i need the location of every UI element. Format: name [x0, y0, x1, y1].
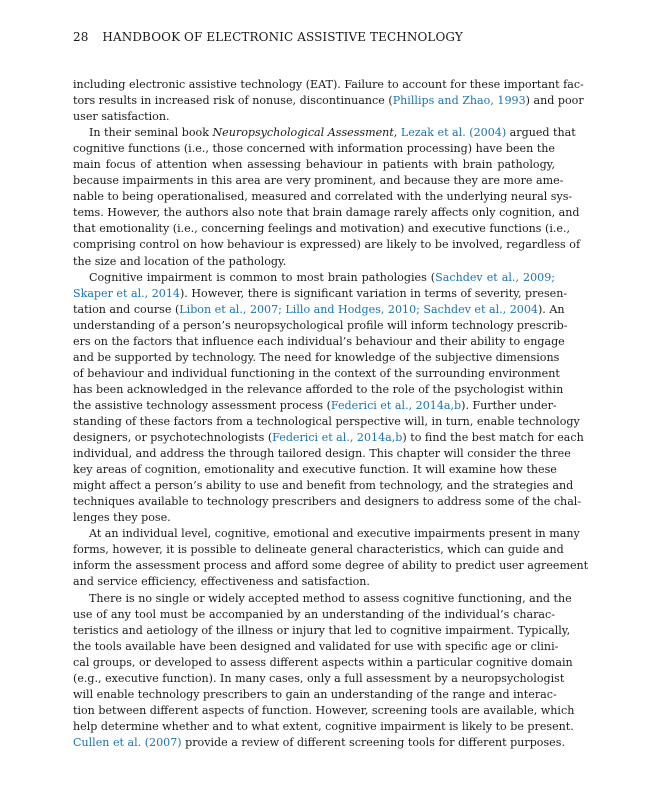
citation-link[interactable]: Federici et al., 2014a,b [330, 398, 462, 412]
text-line [73, 173, 564, 189]
text-run: ers on the factors that influence each individual’s behaviour and their ability to engage [73, 334, 565, 348]
text-line [73, 205, 580, 221]
text-run: ) and poor [525, 94, 584, 108]
text-line [73, 607, 555, 623]
text-run: the assistive technology assessment process ( [73, 398, 331, 412]
text-line [73, 510, 555, 526]
text-line [73, 703, 575, 719]
text-line [73, 157, 555, 173]
text-run: of behaviour and individual functioning in the context of the surrounding environment [73, 366, 560, 380]
citation-link[interactable]: Skaper et al., 2014 [73, 286, 180, 300]
text-line [73, 719, 574, 735]
text-line [73, 350, 560, 366]
text-line [73, 591, 572, 607]
text-run: understanding of a person’s neuropsychological profile will inform technology prescrib- [73, 318, 568, 332]
text-run: tors results in increased risk of nonuse, discontinuance ( [73, 94, 393, 108]
text-line [73, 366, 560, 382]
text-run: Cognitive impairment is common to most brain pathologies ( [89, 270, 436, 284]
text-run: At an individual level, cognitive, emotional and executive impairments present in many [89, 527, 580, 541]
text-run: has been acknowledged in the relevance afforded to the role of the psychologist within [73, 382, 564, 396]
text-run: user satisfaction. [73, 110, 170, 124]
text-run: help determine whether and to what extent, cognitive impairment is likely to be present. [73, 719, 574, 733]
text-run: ) to find the best match for each [402, 431, 584, 445]
text-line [73, 270, 555, 286]
text-line [73, 189, 573, 205]
text-run: inform the assessment process and afford some degree of ability to predict user agreement [73, 559, 589, 573]
text-line [73, 125, 576, 141]
text-line [73, 254, 555, 270]
text-line [73, 494, 582, 510]
text-run: tems. However, the authors also note that brain damage rarely affects only cognition, and [73, 206, 580, 220]
text-run: ). An [537, 302, 565, 316]
citation-link[interactable]: Sachdev et al., 2009; [435, 270, 555, 284]
text-run: will enable technology prescribers to gain an understanding of the range and interac- [73, 687, 557, 701]
book-title: HANDBOOK OF ELECTRONIC ASSISTIVE TECHNOLOGY [102, 30, 463, 44]
text-line [73, 286, 568, 302]
text-line [73, 430, 584, 446]
text-run: because impairments in this area are very prominent, and because they are more ame- [73, 174, 564, 188]
text-line [73, 382, 564, 398]
text-line [73, 221, 571, 237]
text-line [73, 398, 555, 414]
text-run: There is no single or widely accepted method to assess cognitive functioning, and the [89, 591, 572, 605]
page-number: 28 [73, 30, 89, 44]
citation-link[interactable]: Libon et al., 2007; Lillo and Hodges, 2010; Sachdev et al., 2004 [179, 302, 538, 316]
text-run: (e.g., executive function). In many cases, only a full assessment by a neuropsychologist [73, 671, 565, 685]
text-line [73, 639, 559, 655]
text-run: use of any tool must be accompanied by an understanding of the individual’s charac- [73, 607, 555, 621]
text-line [73, 109, 555, 125]
text-line [73, 735, 565, 751]
text-run: individual, and address the through tailored design. This chapter will consider the three [73, 447, 571, 461]
text-line [73, 414, 580, 430]
text-line [73, 623, 571, 639]
text-line [73, 302, 565, 318]
citation-link[interactable]: Cullen et al. (2007) [73, 735, 182, 749]
text-run: the tools available have been designed and validated for use with specific age or clini- [73, 639, 559, 653]
text-run: comprising control on how behaviour is expressed) are likely to be involved, regardless of [73, 238, 581, 252]
body-text [73, 77, 589, 751]
text-run: and service efficiency, effectiveness and satisfaction. [73, 575, 370, 589]
text-line [73, 687, 555, 703]
citation-link[interactable]: Federici et al., 2014a,b [272, 431, 403, 445]
text-line [73, 334, 565, 350]
text-line [73, 462, 555, 478]
text-run: cal groups, or developed to assess different aspects within a particular cognitive domain [73, 655, 573, 669]
text-line [73, 542, 564, 558]
text-run: lenges they pose. [73, 511, 171, 525]
text-line [73, 655, 573, 671]
text-line [73, 237, 581, 253]
text-line [73, 318, 568, 334]
text-run: ). Further under- [461, 398, 557, 412]
text-run: tion between different aspects of function. However, screening tools are available, which [73, 703, 575, 717]
text-run: that emotionality (i.e., concerning feelings and motivation) and executive functions (i.e., [73, 222, 571, 236]
text-line [73, 446, 571, 462]
text-run: forms, however, it is possible to delineate general characteristics, which can guide and [73, 543, 564, 557]
text-run: , [393, 126, 401, 140]
text-line [73, 574, 555, 590]
text-run: In their seminal book [89, 126, 213, 140]
text-line [73, 93, 584, 109]
citation-link[interactable]: Lezak et al. (2004) [400, 126, 507, 140]
text-run: main focus of attention when assessing behaviour in patients with brain pathology, [73, 158, 555, 172]
text-run: provide a review of different screening tools for different purposes. [181, 735, 565, 749]
text-run: might affect a person’s ability to use and benefit from technology, and the strategies and [73, 479, 574, 493]
running-head [73, 30, 463, 44]
text-run: ). However, there is significant variation in terms of severity, presen- [179, 286, 568, 300]
text-line [73, 671, 565, 687]
text-run: including electronic assistive technology (EAT). Failure to account for these important fac- [73, 78, 584, 91]
text-run: teristics and aetiology of the illness or injury that led to cognitive impairment. Typically, [73, 623, 571, 637]
text-run: nable to being operationalised, measured and correlated with the underlying neural sys- [73, 190, 573, 204]
citation-link[interactable]: Phillips and Zhao, 1993 [392, 94, 526, 108]
text-line [73, 77, 584, 93]
text-line [73, 141, 555, 157]
text-run: designers, or psychotechnologists ( [73, 431, 273, 445]
text-run: techniques available to technology prescribers and designers to address some of the chal- [73, 495, 582, 509]
text-line [73, 526, 580, 542]
text-run: tation and course ( [73, 302, 180, 316]
text-run: the size and location of the pathology. [73, 254, 287, 268]
text-run: cognitive functions (i.e., those concerned with information processing) have been the [73, 142, 555, 156]
book-title-italic: Neuropsychological Assessment [212, 126, 394, 140]
text-run: key areas of cognition, emotionality and executive function. It will examine how these [73, 463, 557, 477]
text-line [73, 478, 574, 494]
text-line [73, 558, 589, 574]
text-run: argued that [506, 126, 576, 140]
text-run: standing of these factors from a technological perspective will, in turn, enable technology [73, 414, 580, 428]
text-run: and be supported by technology. The need for knowledge of the subjective dimensions [73, 350, 560, 364]
